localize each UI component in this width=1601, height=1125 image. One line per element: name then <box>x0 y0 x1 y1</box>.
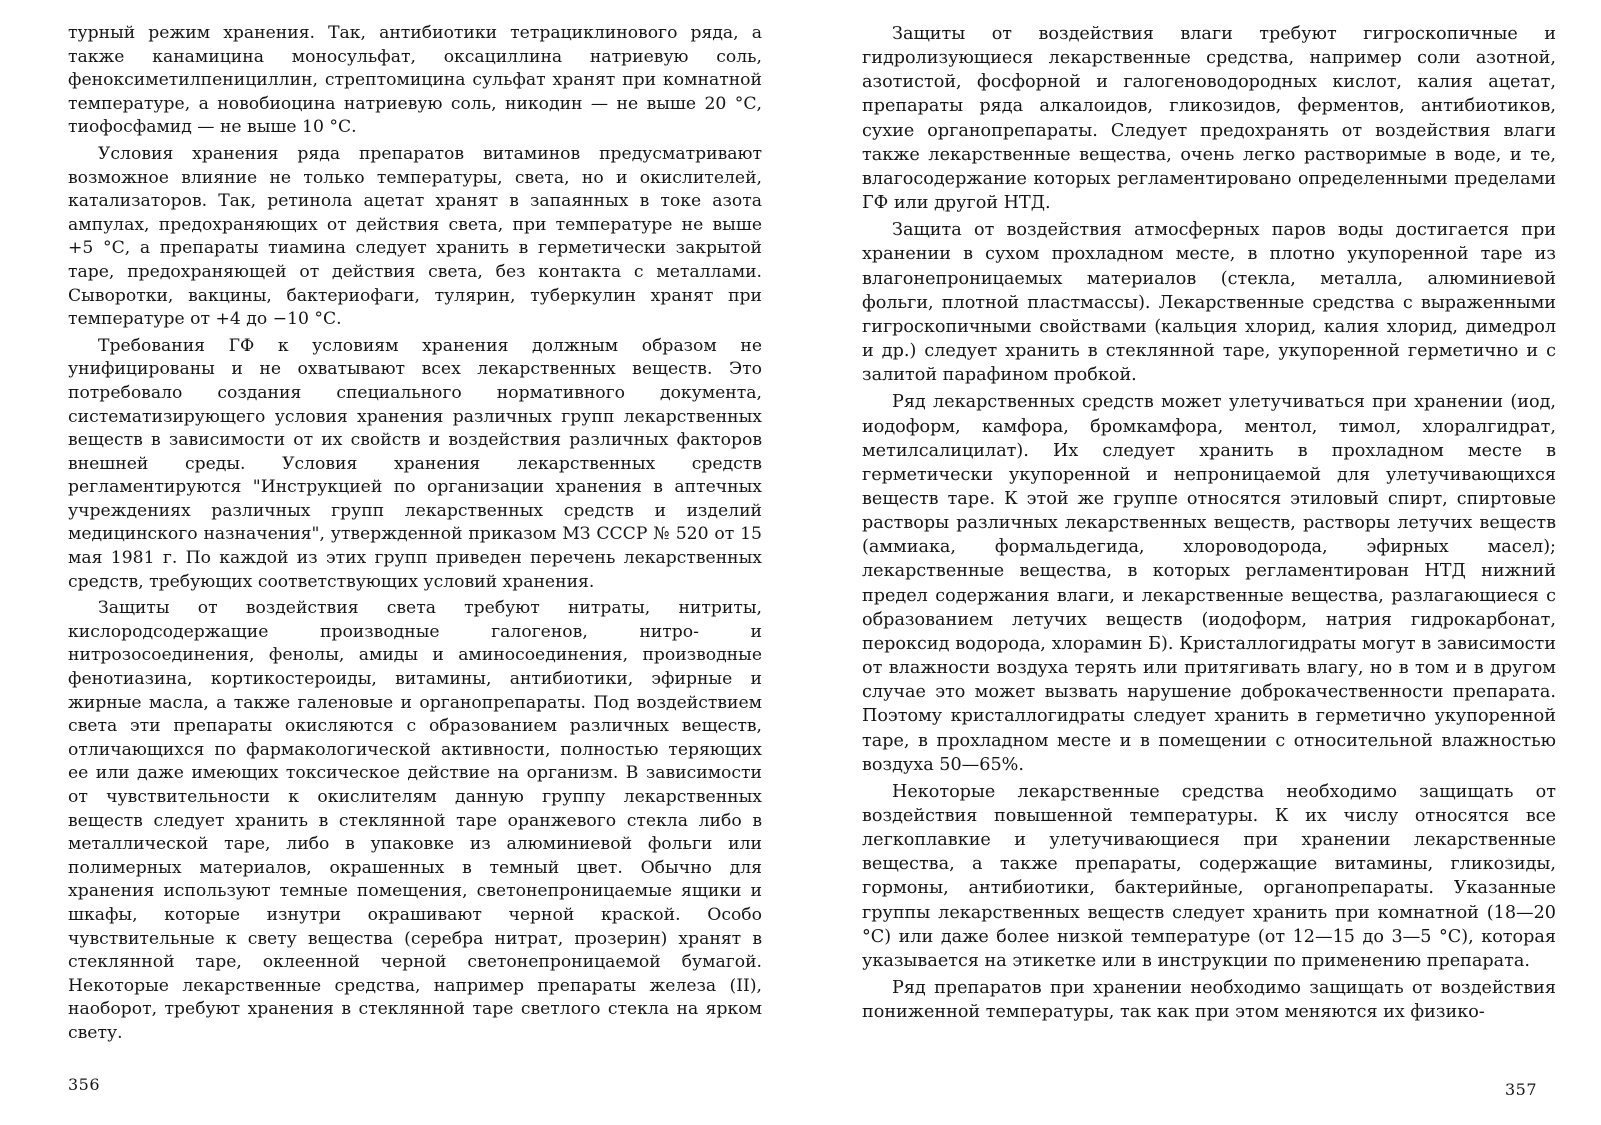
left-page <box>68 22 762 1046</box>
page-number-right: 357 <box>1505 1080 1538 1099</box>
page-number-left: 356 <box>68 1075 101 1094</box>
right-paragraph-3: Ряд лекарственных средств может улетучиваться при хранении (иод, иодоформ, камфора, бромкамфора, ментол, тимол, хлоралгидрат, метилсалицилат). Их следует хранить в прохладном месте в герметически укупоренной и непроницаемой для улетучивающихся веществ таре. К этой же группе относятся этиловый спирт, спиртовые растворы различных лекарственных веществ, растворы летучих веществ (аммиака, формальдегида, хлороводорода, эфирных масел); лекарственные вещества, в которых регламентирован НТД нижний предел содержания влаги, и лекарственные вещества, разлагающиеся с образованием летучих веществ (иодоформ, натрия гидрокарбонат, пероксид водорода, хлорамин Б). Кристаллогидраты могут в зависимости от влажности воздуха терять или притягивать влагу, но в том и в другом случае это может вызвать нарушение доброкачественности препарата. Поэтому кристаллогидраты следует хранить в герметично укупоренной таре, в прохладном месте и в помещении с относительной влажностью воздуха 50—65%. <box>862 392 1556 775</box>
right-paragraph-4: Некоторые лекарственные средства необходимо защищать от воздействия повышенной температуры. К их числу относятся все легкоплавкие и улетучивающиеся при хранении лекарственные вещества, а также препараты, содержащие витамины, гликозиды, гормоны, антибиотики, бактерийные, органопрепараты. Указанные группы лекарственных веществ следует хранить при комнатной (18—20 °С) или даже более низкой температуре (от 12—15 до 3—5 °С), которая указывается на этикетке или в инструкции по применению препарата. <box>862 781 1556 971</box>
left-paragraph-4: Защиты от воздействия света требуют нитраты, нитриты, кислородсодержащие производные галогенов, нитро- и нитрозосоединения, фенолы, амиды и аминосоединения, производные фенотиазина, кортикостероиды, витамины, антибиотики, эфирные и жирные масла, а также галеновые и органопрепараты. Под воздействием света эти препараты окисляются с образованием различных веществ, отличающихся по фармакологической активности, полностью теряющих ее или даже имеющих токсическое действие на организм. В зависимости от чувствительности к окислителям данную группу лекарственных веществ следует хранить в стеклянной таре оранжевого стекла либо в металлической таре, либо в упаковке из алюминиевой фольги или полимерных материалов, окрашенных в темный цвет. Обычно для хранения используют темные помещения, светонепроницаемые ящики и шкафы, которые изнутри окрашивают черной краской. Особо чувствительные к свету вещества (серебра нитрат, прозерин) хранят в стеклянной таре, оклеенной черной светонепроницаемой бумагой. Некоторые лекарственные средства, например препараты железа (II), наоборот, требуют хранения в стеклянной таре светлого стекла на ярком свету. <box>68 598 762 1043</box>
left-paragraph-1: турный режим хранения. Так, антибиотики тетрациклинового ряда, а также канамицина моносульфат, оксациллина натриевую соль, феноксиметилпенициллин, стрептомицина сульфат хранят при комнатной температуре, а новобиоцина натриевую соль, никодин — не выше 20 °С, тиофосфамид — не выше 10 °С. <box>68 23 762 138</box>
left-paragraph-3: Требования ГФ к условиям хранения должным образом не унифицированы и не охватывают всех лекарственных веществ. Это потребовало создания специального нормативного документа, систематизирующего условия хранения различных групп лекарственных веществ в зависимости от их свойств и воздействия различных факторов внешней среды. Условия хранения лекарственных средств регламентируются "Инструкцией по организации хранения в аптечных учреждениях различных групп лекарственных средств и изделий медицинского назначения", утвержденной приказом МЗ СССР № 520 от 15 мая 1981 г. По каждой из этих групп приведен перечень лекарственных средств, требующих соответствующих условий хранения. <box>68 335 762 592</box>
right-paragraph-2: Защита от воздействия атмосферных паров воды достигается при хранении в сухом прохладном месте, в плотно укупоренной таре из влагонепроницаемых материалов (стекла, металла, алюминиевой фольги, плотной пластмассы). Лекарственные средства с выраженными гигроскопичными свойствами (кальция хлорид, калия хлорид, димедрол и др.) следует хранить в стеклянной таре, укупоренной герметично и с залитой парафином пробкой. <box>862 220 1556 386</box>
right-paragraph-1: Защиты от воздействия влаги требуют гигроскопичные и гидролизующиеся лекарственные средства, например соли азотной, азотистой, фосфорной и галогеноводородных кислот, калия ацетат, препараты ряда алкалоидов, гликозидов, ферментов, антибиотиков, сухие органопрепараты. Следует предохранять от воздействия влаги также лекарственные вещества, очень легко растворимые в воде, и те, влагосодержание которых регламентировано определенными пределами ГФ или другой НТД. <box>862 24 1556 214</box>
right-paragraph-5: Ряд препаратов при хранении необходимо защищать от воздействия пониженной температуры, так как при этом меняются их физико- <box>862 978 1556 1023</box>
right-page <box>862 22 1556 1024</box>
left-paragraph-2: Условия хранения ряда препаратов витаминов предусматривают возможное влияние не только температуры, света, но и окислителей, катализаторов. Так, ретинола ацетат хранят в запаянных в токе азота ампулах, предохраняющих от действия света, при температуре не выше +5 °С, а препараты тиамина следует хранить в герметически закрытой таре, предохраняющей от действия света, без контакта с металлами. Сыворотки, вакцины, бактериофаги, тулярин, туберкулин хранят при температуре от +4 до −10 °С. <box>68 143 762 330</box>
